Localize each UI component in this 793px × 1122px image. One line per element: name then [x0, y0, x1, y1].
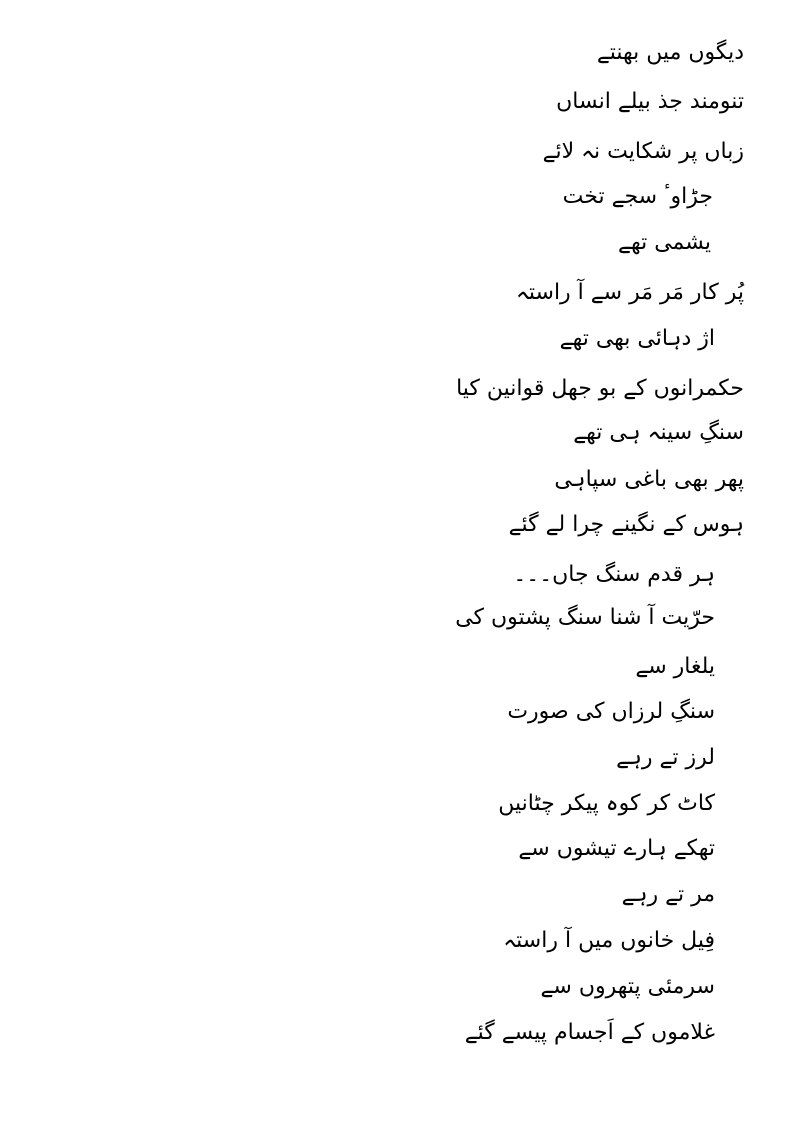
poem-line: ہوس کے نگینے چرا لے گئے: [508, 512, 744, 537]
poem-line: زباں پر شکایت نہ لائے: [542, 139, 744, 164]
poem-line: یلغار سے: [635, 654, 715, 679]
poem-line: کاٹ کر کوہ پیکر چٹانیں: [498, 791, 715, 816]
poem-line: مر تے رہے: [621, 882, 715, 907]
poem-line: غلاموں کے اَجسام پیسے گئے: [464, 1020, 715, 1045]
poem-line: دیگوں میں بھنتے: [596, 40, 744, 65]
poem-line: اژ دہائی بھی تھے: [559, 326, 715, 351]
poem-line: یشمی تھے: [618, 230, 711, 255]
poem-line: تنومند جذ بیلے انساں: [556, 89, 744, 114]
poem-line: فِیل خانوں میں آ راستہ: [503, 928, 715, 953]
poem-line: سرمئی پتھروں سے: [540, 974, 715, 999]
poem-line: لرز تے رہے: [616, 745, 715, 770]
poem-line: سنگِ لرزاں کی صورت: [507, 699, 715, 724]
poem-line: حکمرانوں کے بو جھل قوانین کیا: [456, 376, 744, 401]
poem-line: پھر بھی باغی سپاہی: [554, 467, 744, 492]
poem-line: ہر قدم سنگ جاں۔۔۔: [513, 562, 715, 587]
poem-line: حرّیت آ شنا سنگ پشتوں کی: [455, 605, 715, 630]
poem-line: پُر کار مَر مَر سے آ راستہ: [515, 280, 744, 305]
poem-line: سنگِ سینہ ہی تھے: [573, 420, 744, 445]
poem-line: تھکے ہارے تیشوں سے: [518, 836, 715, 861]
poem-line: جڑاوٴ سجے تخت: [562, 184, 713, 209]
